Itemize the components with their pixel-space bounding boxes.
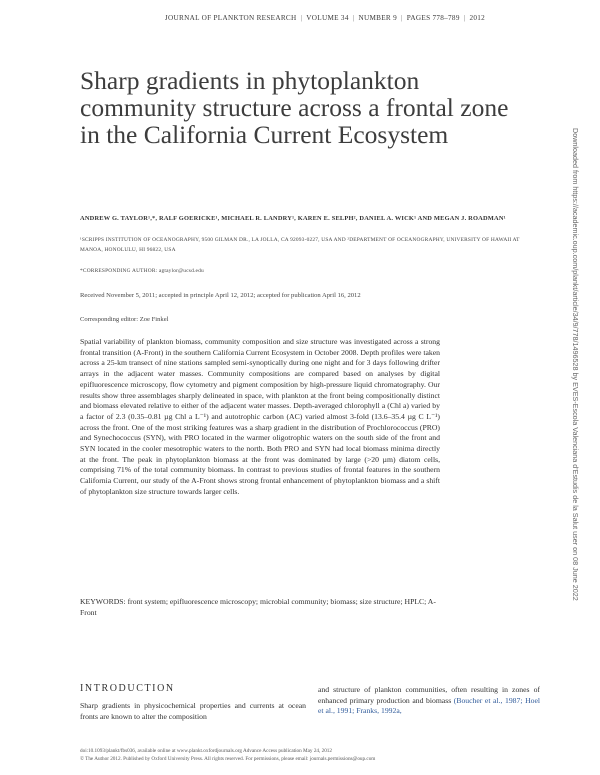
received-dates: Received November 5, 2011; accepted in principle April 12, 2012; accepted for publication April 16, 2012 <box>80 292 361 299</box>
issue-number: NUMBER 9 <box>358 14 398 22</box>
footer <box>80 747 520 763</box>
copyright-line: © The Author 2012. Published by Oxford University Press. All rights reserved. For permissions, please email: journals.permissions@oup.com <box>80 756 376 762</box>
corresponding-editor: Corresponding editor: Zoe Finkel <box>80 316 169 323</box>
abstract: Spatial variability of plankton biomass, community composition and size structure was investigated across a strong frontal transition (A-Front) in the southern California Current Ecosystem in October 2008. Depth profiles were taken across a 25-km transect of nine stations sampled semi-synoptically during one night and for 3 days following drifter arrays in the adjacent water masses. Community compositions are compared based on analyses by digital epifluorescence microscopy, flow cytometry and pigment composition by high-pressure liquid chromatography. Our results show three assemblages sharply delineated in space, with plankton at the front being compositionally distinct and biomass elevated relative to either of the adjacent water masses. Depth-averaged chlorophyll a (Chl a) varied by a factor of 2.3 (0.35–0.81 µg Chl a L⁻¹) and autotrophic carbon (AC) varied almost 3-fold (13.6–35.4 µg C L⁻¹) across the front. One of the most striking features was a sharp gradient in the distribution of Prochlorococcus (PRO) and Synechococcus (SYN), with PRO located in the warmer oligotrophic waters on the south side of the front and SYN located in the cooler mesotrophic waters to the north. Both PRO and SYN had local biomass minima directly at the front. The peak in phytoplankton biomass at the front was dominated by large (>20 µm) diatom cells, comprising 71% of the total community biomass. In contrast to previous studies of frontal features in the southern California Current, our study of the A-Front shows strong frontal enhancement of phytoplankton biomass and a shift of phytoplankton size structure towards larger cells. <box>80 337 440 496</box>
volume: VOLUME 34 <box>306 14 349 22</box>
author-list: ANDREW G. TAYLOR¹,*, RALF GOERICKE¹, MICHAEL R. LANDRY¹, KAREN E. SELPH², DANIEL A. WICK¹ AND MEGAN J. ROADMAN¹ <box>80 215 506 222</box>
year: 2012 <box>469 14 486 22</box>
citation-link[interactable]: Franks, 1992a, <box>356 706 402 716</box>
affiliations: ¹SCRIPPS INSTITUTION OF OCEANOGRAPHY, 9500 GILMAN DR., LA JOLLA, CA 92093-0227, USA AND ²DEPARTMENT OF OCEANOGRAPHY, UNIVERSITY OF HAWAII AT MANOA, HONOLULU, HI 96822, USA <box>80 237 520 253</box>
introduction-text: and structure of plankton communities, often resulting in zones of enhanced primary production and biomass <box>318 685 540 705</box>
download-watermark: Downloaded from https://academic.oup.com/plankt/article/34/9/778/1496528 by EVES-Escola Valenciana d'Estudis de la Salut user on 08 June 2022 <box>571 128 580 601</box>
journal-name: JOURNAL OF PLANKTON RESEARCH <box>164 14 297 22</box>
introduction-text-right <box>318 685 540 717</box>
running-header: JOURNAL OF PLANKTON RESEARCH | VOLUME 34 | NUMBER 9 | PAGES 778–789 | 2012 <box>164 14 486 22</box>
citation-link[interactable]: (Boucher et al., 1987; <box>453 695 523 705</box>
corresponding-author: *CORRESPONDING AUTHOR: agtaylor@ucsd.edu <box>80 268 204 274</box>
section-heading-introduction: INTRODUCTION <box>80 683 175 694</box>
keywords: KEYWORDS: front system; epifluorescence microscopy; microbial community; biomass; size structure; HPLC; A-Front <box>80 597 436 617</box>
page-range: PAGES 778–789 <box>406 14 460 22</box>
doi-line: doi:10.1093/plankt/fbs036, available online at www.plankt.oxfordjournals.org Advance Access publication May 24, 2012 <box>80 748 332 754</box>
citation-link[interactable]: Hoel et al., 1991; <box>318 695 541 716</box>
article-title: Sharp gradients in phytoplankton community structure across a frontal zone in the California Current Ecosystem <box>80 66 509 149</box>
introduction-text-left: Sharp gradients in physicochemical properties and currents at ocean fronts are known to alter the composition <box>80 701 306 721</box>
